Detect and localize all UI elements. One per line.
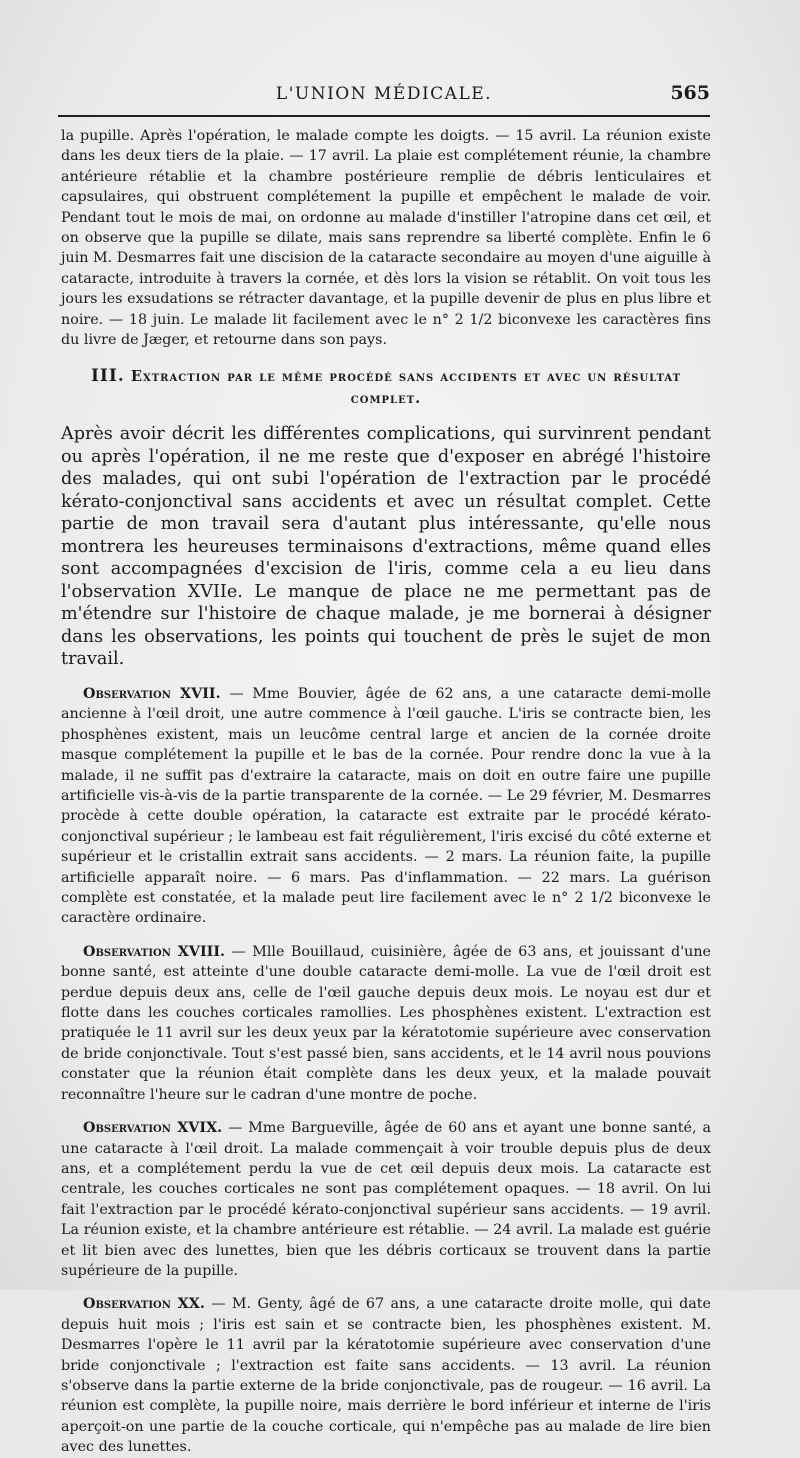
observation-label: Observation XVIII. bbox=[83, 943, 225, 960]
intro-paragraph: la pupille. Après l'opération, le malade compte les doigts. — 15 avril. La réunion existe dans les deux tiers de la plaie. — 17 avril. La plaie est complétement réunie, la chambre antérieure rétablie et la chambre postérieure remplie de débris lenticulaires et capsulaires, qui obstruent complétement la pupille et empêchent le malade de voir. Pendant tout le mois de mai, on ordonne au malade d'instiller l'atropine dans cet œil, et on observe que la pupille se dilate, mais sans reprendre sa liberté complète. Enfin le 6 juin M. Desmarres fait une discision de la cataracte secondaire au moyen d'une aiguille à cataracte, introduite à travers la cornée, et dès lors la vision se rétablit. On voit tous les jours les exsudations se rétracter davantage, et la pupille devenir de plus en plus libre et noire. — 18 juin. Le malade lit facilement avec le n° 2 1/2 biconvexe les caractères fins du livre de Jæger, et retourne dans son pays. bbox=[61, 128, 711, 349]
section-title-line1: Extraction par le même procédé sans accidents et avec un résultat bbox=[130, 368, 682, 386]
observation-label: Observation XVIX. bbox=[83, 1120, 223, 1137]
running-title: L'UNION MÉDICALE. bbox=[275, 84, 493, 104]
running-head bbox=[58, 80, 710, 110]
observation-text: — Mme Bouvier, âgée de 62 ans, a une cataracte demi-molle ancienne à l'œil droit, une autre commence à l'œil gauche. L'iris se contracte bien, les phosphènes existent, mais un leucôme central large et ancien de la cornée droite masque complétement la pupille et le bas de la cornée. Pour rendre donc la vue à la malade, il ne suffit pas d'extraire la cataracte, mais on doit en outre faire une pupille artificielle vis-à-vis de la partie transparente de la cornée. — Le 29 février, M. Desmarres procède à cette double opération, la cataracte est extraite par le procédé kérato-conjonctival supérieur ; le lambeau est fait régulièrement, l'iris excisé du côté externe et supérieur et le cristallin extrait sans accidents. — 2 mars. La réunion faite, la pupille artificielle apparaît noire. — 6 mars. Pas d'inflammation. — 22 mars. La guérison complète est constatée, et la malade peut lire facilement avec le n° 2 1/2 biconvexe le caractère ordinaire. bbox=[61, 685, 711, 927]
section-title-line2: complet. bbox=[350, 390, 422, 408]
observation-label: Observation XVII. bbox=[83, 685, 221, 702]
observation-text: — Mlle Bouillaud, cuisinière, âgée de 63 ans, et jouissant d'une bonne santé, est atteinte d'une double cataracte demi-molle. La vue de l'œil droit est perdue depuis deux ans, celle de l'œil gauche depuis deux mois. Le noyau est dur et flotte dans les couches corticales ramollies. Les phosphènes existent. L'extraction est pratiquée le 11 avril sur les deux yeux par la kératotomie supérieure avec conservation de bride conjonctivale. Tout s'est passé bien, sans accidents, et le 14 avril nous pouvions constater que la réunion était complète dans les deux yeux, et la malade pouvait reconnaître l'heure sur le cadran d'une montre de poche. bbox=[61, 943, 712, 1103]
observation-text: — M. Genty, âgé de 67 ans, a une cataracte droite molle, qui date depuis huit mois ; l'iris est sain et se contracte bien, les phosphènes existent. M. Desmarres l'opère le 11 avril par la kératotomie supérieure avec conservation d'une bride conjonctivale ; l'extraction est faite sans accidents. — 13 avril. La réunion s'observe dans la partie externe de la bride conjonctivale, pas de rougeur. — 16 avril. La réunion est complète, la pupille noire, mais derrière le bord inférieur et interne de l'iris aperçoit-on une partie de la couche corticale, qui n'empêche pas au malade de lire bien avec des lunettes. bbox=[61, 1296, 711, 1456]
body-text bbox=[61, 126, 711, 1458]
section-intro-paragraph: Après avoir décrit les différentes complications, qui survinrent pendant ou après l'opération, il ne me reste que d'exposer en abrégé l'histoire des malades, qui ont subi l'opération de l'extraction par le procédé kérato-conjonctival sans accidents et avec un résultat complet. Cette partie de mon travail sera d'autant plus intéressante, qu'elle nous montrera les heureuses terminaisons d'extractions, même quand elles sont accompagnées d'excision de l'iris, comme cela a eu lieu dans l'observation XVIIe. Le manque de place ne me permettant pas de m'étendre sur l'histoire de chaque malade, je me bornerai à désigner dans les observations, les points qui touchent de près le sujet de mon travail. bbox=[61, 424, 711, 670]
observation-paragraph bbox=[61, 1118, 711, 1281]
observation-paragraph bbox=[61, 942, 711, 1105]
observation-paragraph bbox=[61, 684, 711, 929]
observation-paragraph bbox=[61, 1294, 711, 1457]
observation-text: — Mme Bargueville, âgée de 60 ans et ayant une bonne santé, a une cataracte à l'œil droit. La malade commençait à voir trouble depuis plus de deux ans, et a complétement perdu la vue de cet œil depuis deux mois. La cataracte est centrale, les couches corticales ne sont pas complétement opaques. — 18 avril. On lui fait l'extraction par le procédé kérato-conjonctival supérieur sans accidents. — 19 avril. La réunion existe, et la chambre antérieure est rétablie. — 24 avril. La malade est guérie et lit bien avec des lunettes, bien que les débris corticaux se trouvent dans la partie supérieure de la pupille. bbox=[61, 1120, 711, 1279]
section-heading bbox=[61, 366, 711, 409]
header-rule bbox=[58, 115, 710, 117]
page-number: 565 bbox=[670, 82, 710, 104]
observation-label: Observation XX. bbox=[83, 1296, 205, 1313]
section-numeral: III. bbox=[90, 366, 125, 387]
